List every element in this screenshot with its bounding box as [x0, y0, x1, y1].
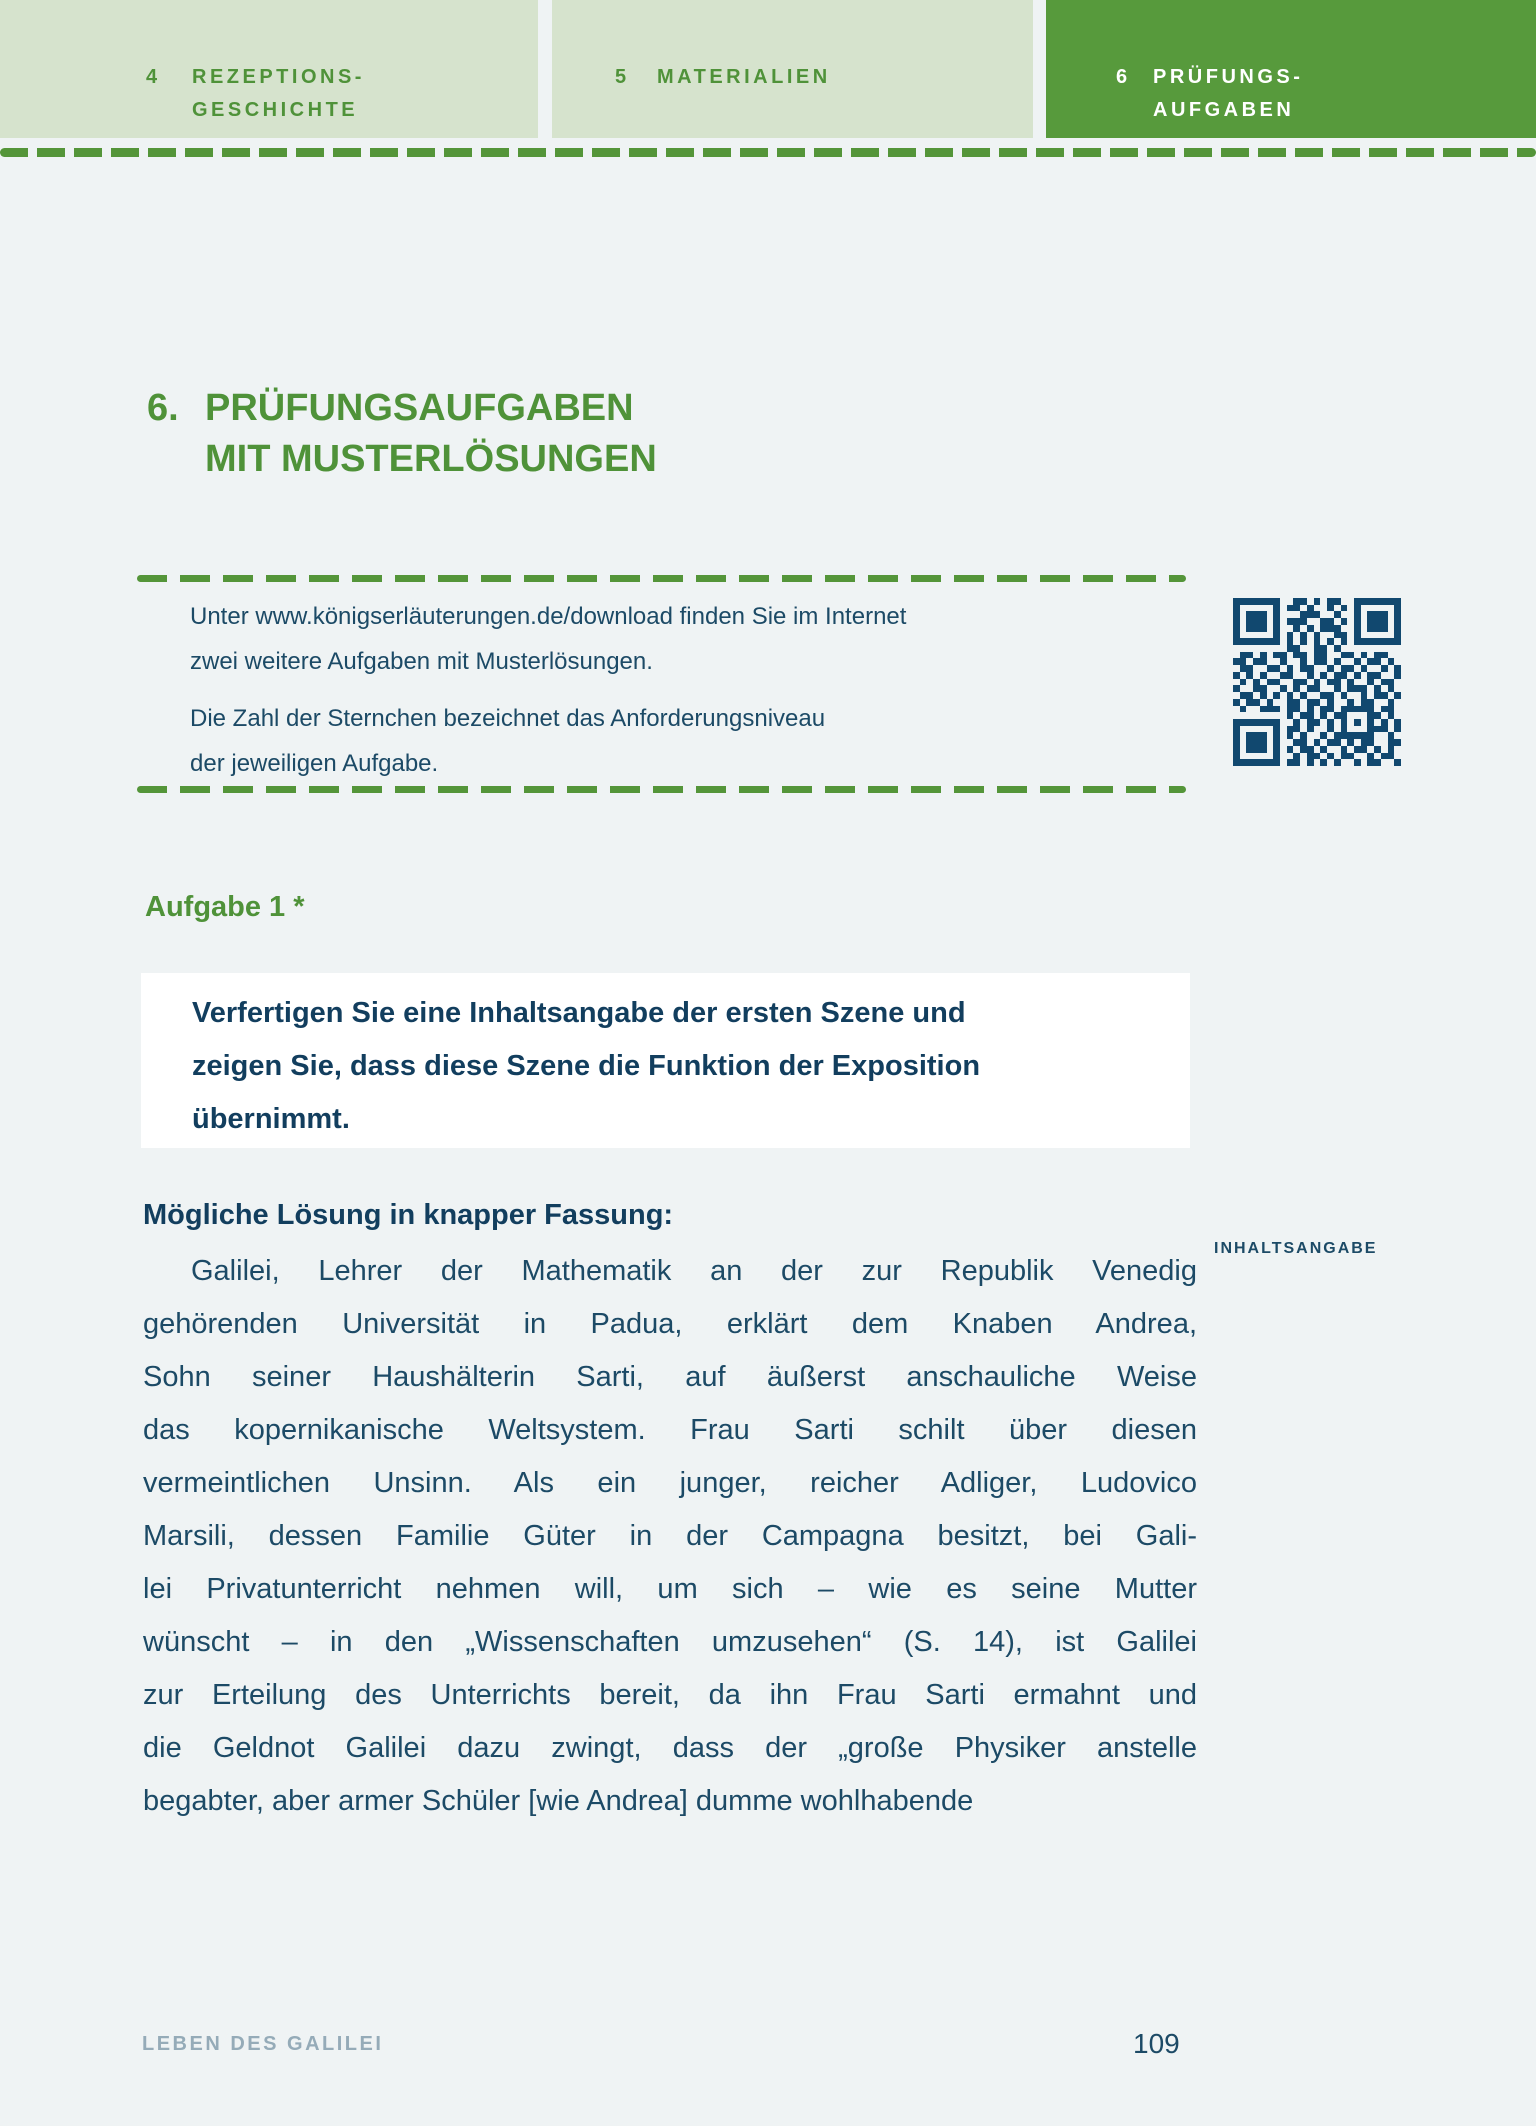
- question-line: übernimmt.: [192, 1103, 350, 1135]
- margin-note-inhaltsangabe: INHALTSANGABE: [1214, 1240, 1378, 1257]
- body-line: das kopernikanische Weltsystem. Frau Sarti schilt über diesen: [143, 1414, 1197, 1446]
- info-box-top-dashed-rule: [137, 575, 1186, 582]
- solution-body-paragraph: [143, 1245, 1197, 1828]
- chapter-title: [147, 383, 657, 485]
- body-line: begabter, aber armer Schüler [wie Andrea] dumme wohlhabende: [143, 1785, 974, 1817]
- tab-label: PRÜFUNGS- AUFGABEN: [1153, 66, 1304, 121]
- tab-rezeptionsgeschichte[interactable]: [0, 0, 538, 138]
- header-dashed-rule: [0, 148, 1536, 157]
- info-paragraph-stars: Die Zahl der Sternchen bezeichnet das Anforderungsniveau der jeweiligen Aufgabe.: [190, 705, 826, 777]
- task-heading: Aufgabe 1 *: [145, 891, 305, 923]
- chapter-title-text: PRÜFUNGSAUFGABEN MIT MUSTERLÖSUNGEN: [205, 387, 657, 480]
- footer-page-number: 109: [1133, 2028, 1180, 2059]
- question-line: Verfertigen Sie eine Inhaltsangabe der ersten Szene und: [192, 997, 966, 1029]
- footer-book-title: LEBEN DES GALILEI: [142, 2033, 384, 2055]
- body-line: Galilei, Lehrer der Mathematik an der zur Republik Venedig: [191, 1255, 1197, 1287]
- body-line: Sohn seiner Haushälterin Sarti, auf äußerst anschauliche Weise: [143, 1361, 1197, 1393]
- tab-materialien[interactable]: [552, 0, 1033, 138]
- question-line: zeigen Sie, dass diese Szene die Funktion der Exposition: [192, 1050, 981, 1082]
- task-question-box: [141, 973, 1190, 1148]
- qr-code: [1233, 598, 1401, 766]
- tab-pruefungsaufgaben-content: [1116, 0, 1303, 127]
- tab-number: 6: [1116, 66, 1131, 88]
- body-line: gehörenden Universität in Padua, erklärt dem Knaben Andrea,: [143, 1308, 1197, 1340]
- info-box-text: [190, 594, 1150, 786]
- tab-rezeptionsgeschichte-content: [146, 0, 365, 127]
- tab-number: 4: [146, 66, 161, 88]
- body-line: wünscht – in den „Wissenschaften umzusehen“ (S. 14), ist Galilei: [143, 1626, 1197, 1658]
- solution-heading: Mögliche Lösung in knapper Fassung:: [143, 1199, 674, 1231]
- body-line: vermeintlichen Unsinn. Als ein junger, reicher Adliger, Ludovico: [143, 1467, 1197, 1499]
- tab-label: REZEPTIONS- GESCHICHTE: [192, 66, 365, 121]
- body-line: zur Erteilung des Unterrichts bereit, da ihn Frau Sarti ermahnt und: [143, 1679, 1197, 1711]
- info-paragraph-download: Unter www.königserläuterungen.de/download finden Sie im Internet zwei weitere Aufgaben mit Musterlösungen.: [190, 603, 907, 675]
- tab-pruefungsaufgaben-active[interactable]: [1046, 0, 1536, 138]
- tab-materialien-content: [615, 0, 831, 94]
- tab-label: MATERIALIEN: [657, 66, 831, 88]
- info-box-bottom-dashed-rule: [137, 786, 1186, 793]
- body-line: lei Privatunterricht nehmen will, um sich – wie es seine Mutter: [143, 1573, 1197, 1605]
- tab-number: 5: [615, 66, 630, 88]
- body-line: Marsili, dessen Familie Güter in der Campagna besitzt, bei Gali-: [143, 1520, 1197, 1552]
- body-line: die Geldnot Galilei dazu zwingt, dass der „große Physiker anstelle: [143, 1732, 1197, 1764]
- chapter-number: 6.: [147, 387, 179, 429]
